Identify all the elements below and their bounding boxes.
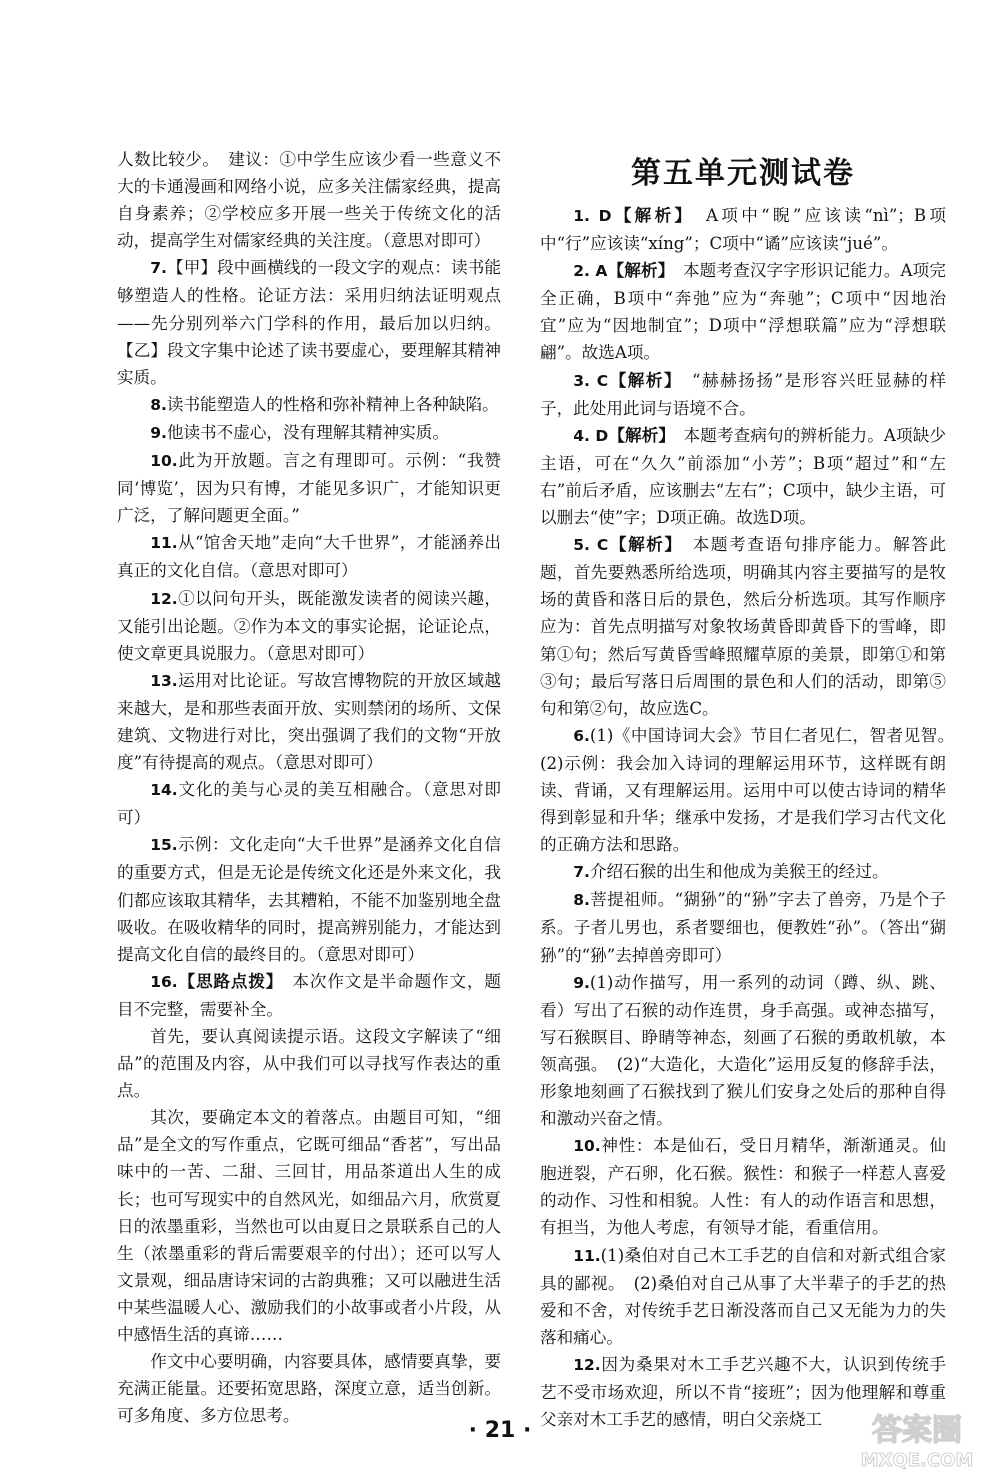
answer-2: 2. A【解析】 本题考查汉字字形识记能力。A项完全正确，B项中“奔弛”应为“奔驰”；C项中“因地治宜”应为“因地制宜”；D项中“浮想联篇”应为“浮想联翩”。故选A项。 [540,260,946,363]
answer-7: 7.【甲】段中画横线的一段文字的观点：读书能够塑造人的性格。论证方法：采用归纳法证明观点——先分别列举六门学科的作用，最后加以归纳。【乙】段文字集中论述了读书要虚心，要理解其精神实质。 [117,258,501,387]
answer-16: 16.【思路点拨】 本次作文是半命题作文，题目不完整，需要补全。 [117,970,502,1019]
unit-test-title: 第五单元测试卷 [631,156,855,191]
answer-12: 12.因为桑果对木工手艺兴趣不大，认识到传统手艺不受市场欢迎，所以不肯“接班”；因为他理解和尊重父亲对木工手艺的感情，明白父亲烧工 [540,1354,946,1430]
svg-text:MXQE.COM: MXQE.COM [860,1450,974,1471]
answer-5: 5. C【解析】 本题考查语句排序能力。解答此题，首先要熟悉所给选项，明确其内容主要描写的是牧场的黄昏和落日后的景色，然后分析选项。其写作顺序应为：首先点明描写对象牧场黄昏即黄昏下的雪峰，即第①句；然后写黄昏雪峰照耀草原的美景，即第①和第③句；最后写落日后周围的景色和人们的活动，即第⑤句和第②句，故应选C。 [540,534,947,718]
answer-9: 9.他读书不虚心，没有理解其精神实质。 [150,422,449,442]
answer-15: 15.示例：文化走向“大千世界”是涵养文化自信的重要方式，但是无论是传统文化还是外来文化，我们都应该取其精华，去其糟粕，不能不加鉴别地全盘吸收。在吸收精华的同时，提高辨别能力，才能达到提高文化自信的最终目的。（意思对即可） [117,835,501,964]
essay-guide-paragraph: 作文中心要明确，内容要具体，感情要真挚，要充满正能量。还要拓宽思路，深度立意，适当创新。可多角度、多方位思考。 [117,1352,501,1426]
answer-10: 10.神性：本是仙石，受日月精华，渐渐通灵。仙胞迸裂，产石卵，化石猴。猴性：和猴子一样惹人喜爱的动作、习性和相貌。人性：有人的动作语言和思想，有担当，为他人考虑，有领导才能，看重信用。 [540,1136,946,1238]
answer-9: 9.(1)动作描写，用一系列的动词（蹲、纵、跳、看）写出了石猴的动作连贯，身手高强。或神态描写，写石猴瞑目、睁睛等神态，刻画了石猴的勇敢机敏，本领高强。 (2)“大造化，大造化”运用反复的修辞手法，形象地刻画了石猴找到了猴儿们安身之处后的那种自得和激动兴奋之情。 [540,972,946,1129]
answer-13: 13.运用对比论证。写故宫博物院的开放区域越来越大，是和那些表面开放、实则禁闭的场所、文保建筑、文物进行对比，突出强调了我们的文物“开放度”有待提高的观点。（意思对即可） [117,670,501,773]
answer-11: 11.(1)桑伯对自己木工手艺的自信和对新式组合家具的鄙视。 (2)桑伯对自己从事了大半辈子的手艺的热爱和不舍，对传统手艺日渐没落而自己又无能为力的失落和痛心。 [540,1245,946,1347]
essay-guide-paragraph: 其次，要确定本文的着落点。由题目可知，“细品”是全文的写作重点，它既可细品“香茗”，写出品味中的一苦、二甜、三回甘，用品茶道出人生的成长；也可写现实中的自然风光，如细品六月，欣赏夏日的浓墨重彩，当然也可以由夏日之景联系自己的人生（浓墨重彩的背后需要艰辛的付出）；还可以写人文景观，细品唐诗宋词的古韵典雅；又可以融进生活中某些温暖人心、激励我们的小故事或者小片段，从中感悟生活的真谛…… [117,1108,501,1345]
answer-4: 4. D【解析】 本题考查病句的辨析能力。A项缺少主语，可在“久久”前添加“小芳”；B项“超过”和“左右”前后矛盾，应该删去“左右”；C项中，缺少主语，可以删去“使”字；D项正确。故选D项。 [540,424,947,528]
left-column [117,146,501,1429]
answer-3: 3. C【解析】 “赫赫扬扬”是形容兴旺显赫的样子，此处用此词与语境不合。 [540,369,946,418]
answer-8: 8.菩提祖师。“猢狲”的“狲”字去了兽旁，乃是个子系。子者儿男也，系者婴细也，便教姓“孙”。（答出“猢狲”的“狲”去掉兽旁即可） [540,890,946,965]
essay-guide-paragraph: 首先，要认真阅读提示语。这段文字解读了“细品”的范围及内容，从中我们可以寻找写作表达的重点。 [117,1027,501,1101]
answer-paragraph: 人数比较少。 建议：①中学生应该少看一些意义不大的卡通漫画和网络小说，应多关注儒家经典，提高自身素养；②学校应多开展一些关于传统文化的活动，提高学生对儒家经典的关注度。（意思对即可） [117,150,501,251]
page-number: · 21 · [468,1418,532,1443]
answer-11: 11.从“馆舍天地”走向“大千世界”，才能涵养出真正的文化自信。（意思对即可） [117,533,501,581]
answer-12: 12.①以问句开头，既能激发读者的阅读兴趣，又能引出论题。②作为本文的事实论据，论证论点，使文章更具说服力。（意思对即可） [117,588,501,663]
watermark-logo [842,1404,992,1474]
answer-10: 10.此为开放题。言之有理即可。示例：“我赞同‘博览’，因为只有博，才能见多识广，才能知识更广泛，了解问题更全面。” [117,451,501,526]
answer-1: 1. D【解析】 A项中“睨”应该读“nì”；B项中“行”应该读“xíng”；C项中“谲”应该读“jué”。 [540,205,946,254]
answer-6: 6.(1)《中国诗词大会》节目仁者见仁，智者见智。 (2)示例：我会加入诗词的理解运用环节，这样既有朗读、背诵，又有理解运用。运用中可以使古诗词的精华得到彰显和升华；继承中发扬，才是我们学习古代文化的正确方法和思路。 [540,725,963,855]
svg-text:答案圈: 答案圈 [872,1413,962,1448]
answer-14: 14.文化的美与心灵的美互相融合。（意思对即可） [117,780,501,828]
answer-7: 7.介绍石猴的出生和他成为美猴王的经过。 [573,862,889,882]
answer-8: 8.读书能塑造人的性格和弥补精神上各种缺陷。 [150,394,499,414]
